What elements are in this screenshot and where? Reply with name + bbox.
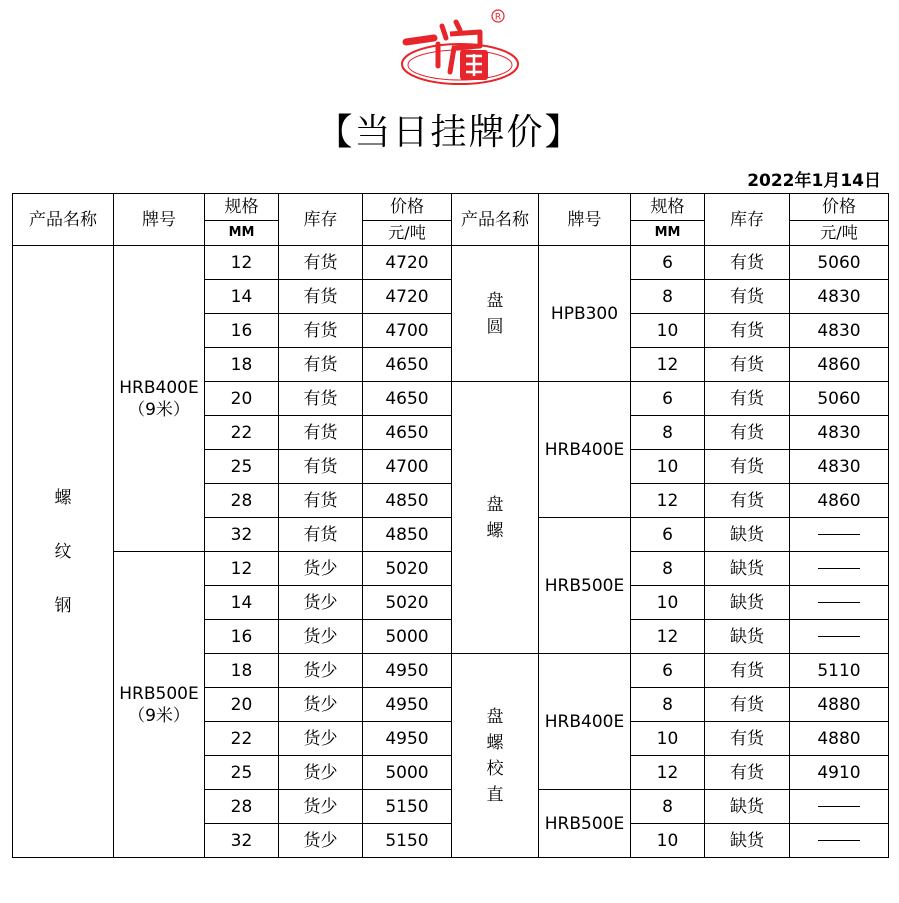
brand-hrb500e: HRB500E （9米）	[114, 552, 205, 858]
price-cell: 4700	[363, 314, 452, 348]
price-cell	[790, 790, 889, 824]
brand-hrb400e: HRB400E （9米）	[114, 246, 205, 552]
stock-cell: 货少	[279, 552, 363, 586]
stock-cell: 有货	[279, 246, 363, 280]
price-cell: 5000	[363, 756, 452, 790]
price-cell: 4650	[363, 382, 452, 416]
spec-cell: 14	[205, 586, 279, 620]
stock-cell: 缺货	[705, 620, 790, 654]
price-cell: 4650	[363, 348, 452, 382]
no-price-dash	[818, 636, 860, 637]
stock-cell: 货少	[279, 688, 363, 722]
stock-cell: 货少	[279, 620, 363, 654]
price-cell: 4950	[363, 722, 452, 756]
spec-cell: 8	[631, 790, 705, 824]
price-cell: 5150	[363, 790, 452, 824]
col-header-stock-right: 库存	[705, 194, 790, 246]
col-header-spec-unit-right: MM	[631, 221, 705, 246]
stock-cell: 货少	[279, 824, 363, 858]
stock-cell: 有货	[279, 314, 363, 348]
spec-cell: 6	[631, 246, 705, 280]
spec-cell: 22	[205, 722, 279, 756]
spec-cell: 10	[631, 722, 705, 756]
col-header-spec-right: 规格	[631, 194, 705, 221]
stock-cell: 有货	[705, 280, 790, 314]
price-cell: 5150	[363, 824, 452, 858]
stock-cell: 有货	[279, 450, 363, 484]
col-header-price: 价格	[363, 194, 452, 221]
spec-cell: 20	[205, 688, 279, 722]
stock-cell: 有货	[705, 314, 790, 348]
stock-cell: 缺货	[705, 586, 790, 620]
price-table	[12, 193, 889, 858]
no-price-dash	[818, 602, 860, 603]
stock-cell: 有货	[279, 280, 363, 314]
spec-cell: 8	[631, 552, 705, 586]
spec-cell: 20	[205, 382, 279, 416]
stock-cell: 有货	[705, 688, 790, 722]
spec-cell: 14	[205, 280, 279, 314]
spec-cell: 18	[205, 348, 279, 382]
price-cell: 5020	[363, 586, 452, 620]
brand-hrb400e-coil: HRB400E	[539, 382, 631, 518]
spec-cell: 10	[631, 586, 705, 620]
price-cell: 4850	[363, 518, 452, 552]
price-cell	[790, 620, 889, 654]
spec-cell: 10	[631, 314, 705, 348]
price-cell: 5110	[790, 654, 889, 688]
col-header-product-right: 产品名称	[452, 194, 539, 246]
spec-cell: 22	[205, 416, 279, 450]
stock-cell: 缺货	[705, 824, 790, 858]
company-logo	[398, 6, 526, 88]
price-cell: 4860	[790, 348, 889, 382]
spec-cell: 12	[631, 348, 705, 382]
brand-hrb500e-coil: HRB500E	[539, 518, 631, 654]
price-cell: 4860	[790, 484, 889, 518]
stock-cell: 有货	[279, 348, 363, 382]
price-date: 2022年1月14日	[747, 171, 881, 191]
stock-cell: 有货	[705, 722, 790, 756]
stock-cell: 有货	[279, 382, 363, 416]
stock-cell: 有货	[279, 484, 363, 518]
col-header-spec-unit: MM	[205, 221, 279, 246]
spec-cell: 10	[631, 824, 705, 858]
brand-hpb300: HPB300	[539, 246, 631, 382]
spec-cell: 16	[205, 620, 279, 654]
product-coil-rebar: 盘螺	[452, 382, 539, 654]
spec-cell: 12	[631, 484, 705, 518]
price-cell: 4830	[790, 314, 889, 348]
product-coil-rebar-straightened: 盘螺校直	[452, 654, 539, 858]
price-cell: 4950	[363, 688, 452, 722]
page-title: 【当日挂牌价】	[316, 112, 583, 153]
stock-cell: 货少	[279, 722, 363, 756]
stock-cell: 有货	[705, 416, 790, 450]
spec-cell: 25	[205, 450, 279, 484]
spec-cell: 8	[631, 280, 705, 314]
price-cell: 4950	[363, 654, 452, 688]
product-wire-rod: 盘圆	[452, 246, 539, 382]
price-cell: 4700	[363, 450, 452, 484]
spec-cell: 12	[631, 620, 705, 654]
col-header-product: 产品名称	[13, 194, 114, 246]
price-cell: 5060	[790, 382, 889, 416]
stock-cell: 有货	[705, 450, 790, 484]
spec-cell: 28	[205, 484, 279, 518]
price-cell: 4650	[363, 416, 452, 450]
spec-cell: 25	[205, 756, 279, 790]
brand-hrb500e-straightened: HRB500E	[539, 790, 631, 858]
price-cell: 4850	[363, 484, 452, 518]
no-price-dash	[818, 806, 860, 807]
price-cell: 5020	[363, 552, 452, 586]
price-cell	[790, 518, 889, 552]
stock-cell: 有货	[705, 756, 790, 790]
price-cell: 4830	[790, 280, 889, 314]
stock-cell: 缺货	[705, 552, 790, 586]
price-cell: 4880	[790, 722, 889, 756]
spec-cell: 12	[631, 756, 705, 790]
price-cell	[790, 586, 889, 620]
price-cell	[790, 552, 889, 586]
price-cell: 4910	[790, 756, 889, 790]
stock-cell: 有货	[705, 654, 790, 688]
spec-cell: 6	[631, 518, 705, 552]
price-cell: 5000	[363, 620, 452, 654]
col-header-brand-right: 牌号	[539, 194, 631, 246]
no-price-dash	[818, 840, 860, 841]
spec-cell: 6	[631, 654, 705, 688]
table-header-row	[13, 194, 889, 221]
stock-cell: 有货	[705, 484, 790, 518]
stock-cell: 货少	[279, 756, 363, 790]
table-row	[13, 246, 889, 280]
stock-cell: 有货	[705, 246, 790, 280]
stock-cell: 货少	[279, 790, 363, 824]
table-row	[13, 552, 889, 586]
price-cell: 4830	[790, 416, 889, 450]
spec-cell: 32	[205, 824, 279, 858]
col-header-stock: 库存	[279, 194, 363, 246]
spec-cell: 12	[205, 552, 279, 586]
price-cell	[790, 824, 889, 858]
spec-cell: 16	[205, 314, 279, 348]
svg-text:R: R	[494, 12, 502, 23]
col-header-price-unit-right: 元/吨	[790, 221, 889, 246]
price-cell: 5060	[790, 246, 889, 280]
brand-hrb400e-straightened: HRB400E	[539, 654, 631, 790]
spec-cell: 6	[631, 382, 705, 416]
spec-cell: 32	[205, 518, 279, 552]
stock-cell: 有货	[705, 382, 790, 416]
spec-cell: 8	[631, 416, 705, 450]
stock-cell: 有货	[279, 416, 363, 450]
product-rebar: 螺纹钢	[13, 246, 114, 858]
stock-cell: 缺货	[705, 518, 790, 552]
col-header-price-unit: 元/吨	[363, 221, 452, 246]
price-cell: 4830	[790, 450, 889, 484]
no-price-dash	[818, 568, 860, 569]
stock-cell: 有货	[279, 518, 363, 552]
spec-cell: 10	[631, 450, 705, 484]
price-cell: 4880	[790, 688, 889, 722]
stock-cell: 货少	[279, 654, 363, 688]
price-cell: 4720	[363, 280, 452, 314]
spec-cell: 12	[205, 246, 279, 280]
spec-cell: 18	[205, 654, 279, 688]
price-cell: 4720	[363, 246, 452, 280]
col-header-brand: 牌号	[114, 194, 205, 246]
no-price-dash	[818, 534, 860, 535]
col-header-spec: 规格	[205, 194, 279, 221]
stock-cell: 缺货	[705, 790, 790, 824]
stock-cell: 有货	[705, 348, 790, 382]
spec-cell: 28	[205, 790, 279, 824]
stock-cell: 货少	[279, 586, 363, 620]
spec-cell: 8	[631, 688, 705, 722]
col-header-price-right: 价格	[790, 194, 889, 221]
